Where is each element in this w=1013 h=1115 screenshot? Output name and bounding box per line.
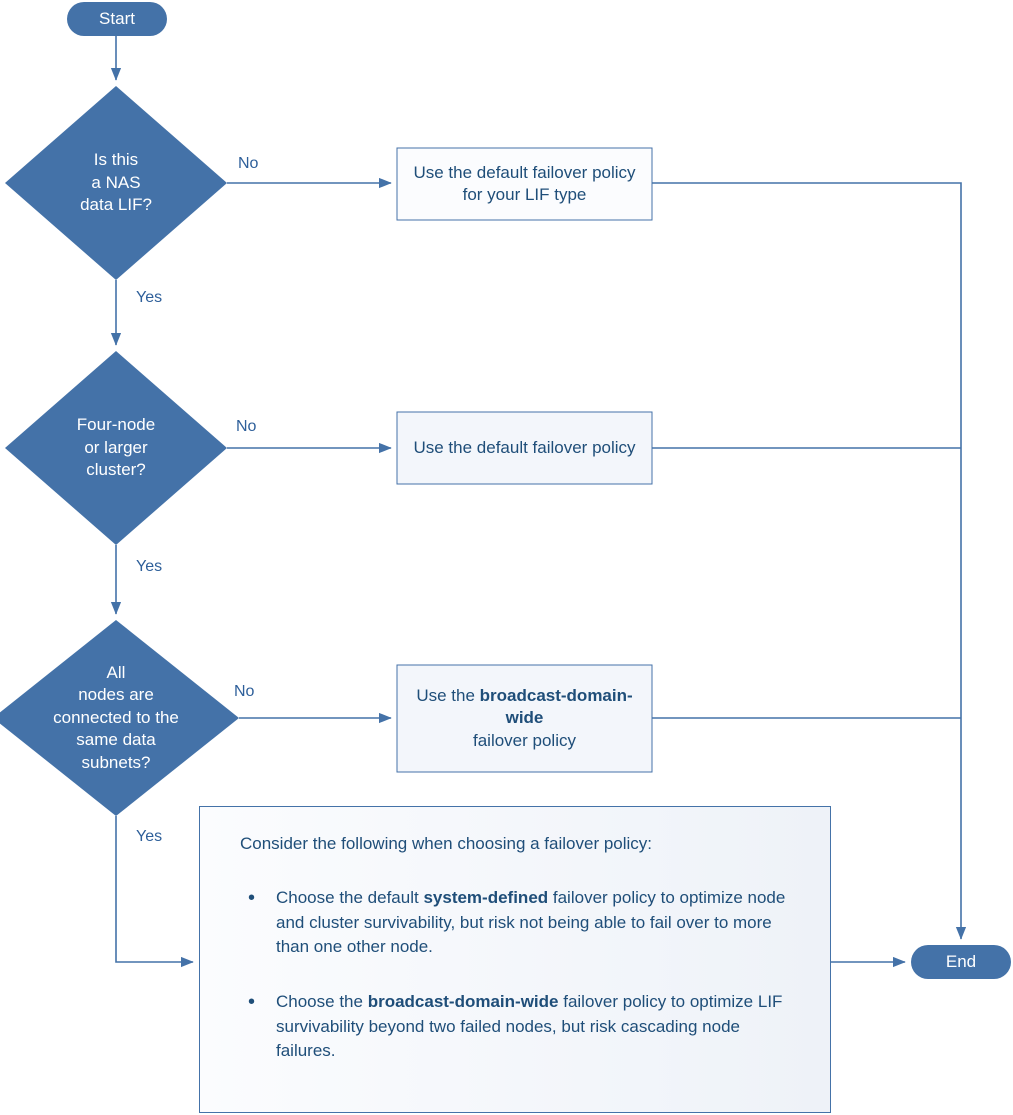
- process-3-suffix: failover policy: [473, 730, 576, 750]
- edge-label-d1-no: No: [238, 155, 259, 172]
- end-shape: [911, 945, 1011, 979]
- edge-label-d2-no: No: [236, 418, 257, 435]
- process-3-bold: broadcast-domain-wide: [479, 685, 633, 728]
- process-2-label: Use the default failover policy: [413, 437, 636, 457]
- note-bullet-1-bold: system-defined: [423, 887, 549, 907]
- process-2-shape: [397, 412, 652, 484]
- note-bullet-1-pre: Choose the default: [276, 887, 424, 907]
- edge-label-d3-yes: Yes: [136, 828, 163, 845]
- decision-2-label: Four-node or larger cluster?: [76, 415, 156, 480]
- process-1-label: Use the default failover policy for your LIF type: [413, 162, 636, 204]
- process-3-shape: [397, 665, 652, 772]
- note-bullet-1-post: failover policy to optimize node and cluster survivability, but risk not being able to fail over to more than one other node.: [276, 887, 786, 957]
- process-3-prefix: Use the: [416, 685, 480, 705]
- start-label: Start: [99, 8, 135, 28]
- edge-label-d1-yes: Yes: [136, 289, 163, 306]
- process-1-shape: [397, 148, 652, 220]
- edge-label-d2-yes: Yes: [136, 558, 163, 575]
- edge-label-d3-no: No: [234, 683, 255, 700]
- decision-2-shape: [5, 351, 227, 545]
- decision-1-shape: [5, 86, 227, 280]
- decision-1-label: Is this a NAS data LIF?: [80, 150, 152, 215]
- decision-3-label: All nodes are connected to the same data subnets?: [53, 662, 179, 772]
- note-bullet-1: [240, 886, 796, 960]
- note-bullet-2-bold: broadcast-domain-wide: [367, 991, 559, 1011]
- note-bullet-list: [240, 886, 796, 1064]
- note-bullet-2-pre: Choose the: [276, 991, 368, 1011]
- end-label: End: [945, 951, 977, 971]
- note-bullet-2-post: failover policy to optimize LIF survivability beyond two failed nodes, but risk cascading node failures.: [276, 991, 783, 1061]
- start-shape: [67, 2, 167, 36]
- note-bullet-2: [240, 990, 796, 1064]
- decision-3-shape: [0, 620, 239, 816]
- considerations-note: [199, 806, 831, 1113]
- note-intro: Consider the following when choosing a failover policy:: [240, 834, 653, 853]
